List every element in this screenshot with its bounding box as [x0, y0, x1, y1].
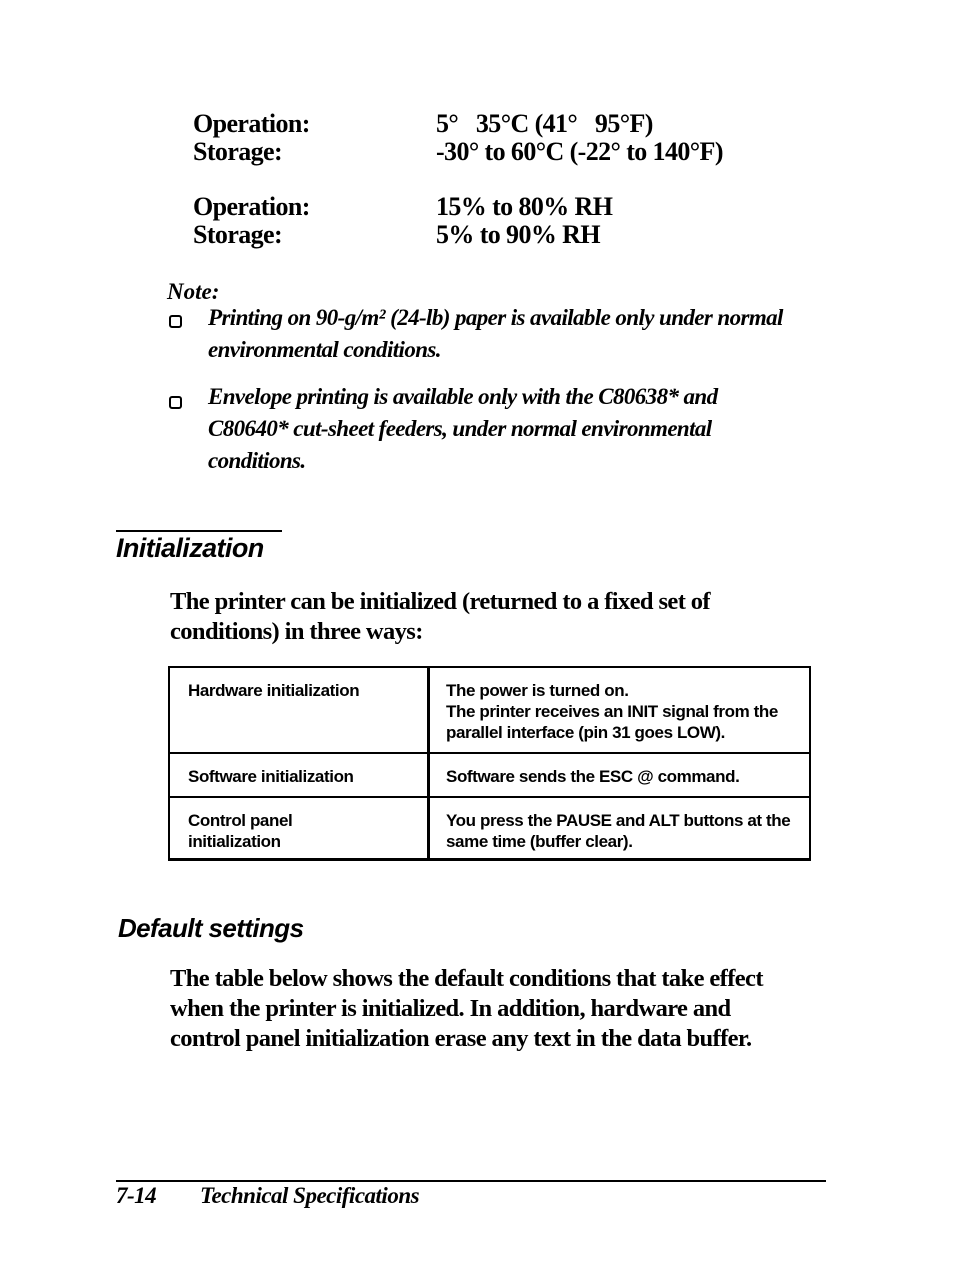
cell-line: initialization — [188, 832, 281, 851]
section-heading-default-settings: Default settings — [118, 913, 304, 943]
cell-line: Control panel — [188, 811, 293, 830]
table-row — [169, 667, 810, 753]
table-cell-type — [169, 667, 429, 753]
cell-line: same time (buffer clear). — [446, 832, 633, 851]
table-cell-type — [169, 753, 429, 797]
spec-humidity-storage-label: Storage: — [193, 220, 283, 249]
body-line: conditions) in three ways: — [170, 618, 423, 645]
spec-temp-storage-value: -30° to 60°C (-22° to 140°F) — [436, 137, 723, 166]
table-row — [169, 797, 810, 860]
initialization-intro — [170, 587, 710, 647]
note-bullet-icon — [169, 396, 182, 409]
spec-temp-storage-label: Storage: — [193, 137, 283, 166]
cell-line: Hardware initialization — [188, 681, 360, 700]
footer-rule — [116, 1180, 826, 1182]
footer-chapter-title: Technical Specifications — [200, 1183, 420, 1208]
cell-line: Software sends the ESC @ command. — [446, 767, 740, 786]
body-line: when the printer is initialized. In addition, hardware and — [170, 995, 731, 1022]
table-cell-type — [169, 797, 429, 860]
footer-page-number: 7-14 — [116, 1183, 157, 1208]
note-item-line: Printing on 90-g/m² (24-lb) paper is available only under normal — [208, 305, 783, 330]
initialization-table — [168, 666, 811, 861]
cell-line: You press the PAUSE and ALT buttons at the — [446, 811, 791, 830]
note-item-paper — [208, 302, 783, 366]
cell-line: The power is turned on. — [446, 681, 629, 700]
body-line: control panel initialization erase any text in the data buffer. — [170, 1025, 752, 1052]
spec-humidity-operation-value: 15% to 80% RH — [436, 192, 613, 221]
spec-humidity-storage-value: 5% to 90% RH — [436, 220, 600, 249]
section-heading-initialization: Initialization — [116, 533, 264, 563]
spec-temp-operation-label: Operation: — [193, 109, 310, 138]
table-cell-description — [429, 753, 811, 797]
cell-line: Software initialization — [188, 767, 354, 786]
note-item-line: conditions. — [208, 448, 306, 473]
section-rule — [116, 530, 282, 532]
cell-line: The printer receives an INIT signal from the — [446, 702, 778, 721]
spec-temp-operation-value: 5° 35°C (41° 95°F) — [436, 109, 653, 138]
spec-humidity-operation-label: Operation: — [193, 192, 310, 221]
cell-line: parallel interface (pin 31 goes LOW). — [446, 723, 725, 742]
note-item-envelope — [208, 381, 718, 477]
note-item-line: Envelope printing is available only with the C80638* and — [208, 384, 718, 409]
note-item-line: C80640* cut-sheet feeders, under normal environmental — [208, 416, 712, 441]
body-line: The table below shows the default conditions that take effect — [170, 965, 763, 992]
note-title: Note: — [167, 279, 220, 304]
note-bullet-icon — [169, 315, 182, 328]
table-row — [169, 753, 810, 797]
table-cell-description — [429, 667, 811, 753]
body-line: The printer can be initialized (returned to a fixed set of — [170, 588, 710, 615]
note-item-line: environmental conditions. — [208, 337, 441, 362]
default-settings-body — [170, 964, 763, 1054]
table-cell-description — [429, 797, 811, 860]
